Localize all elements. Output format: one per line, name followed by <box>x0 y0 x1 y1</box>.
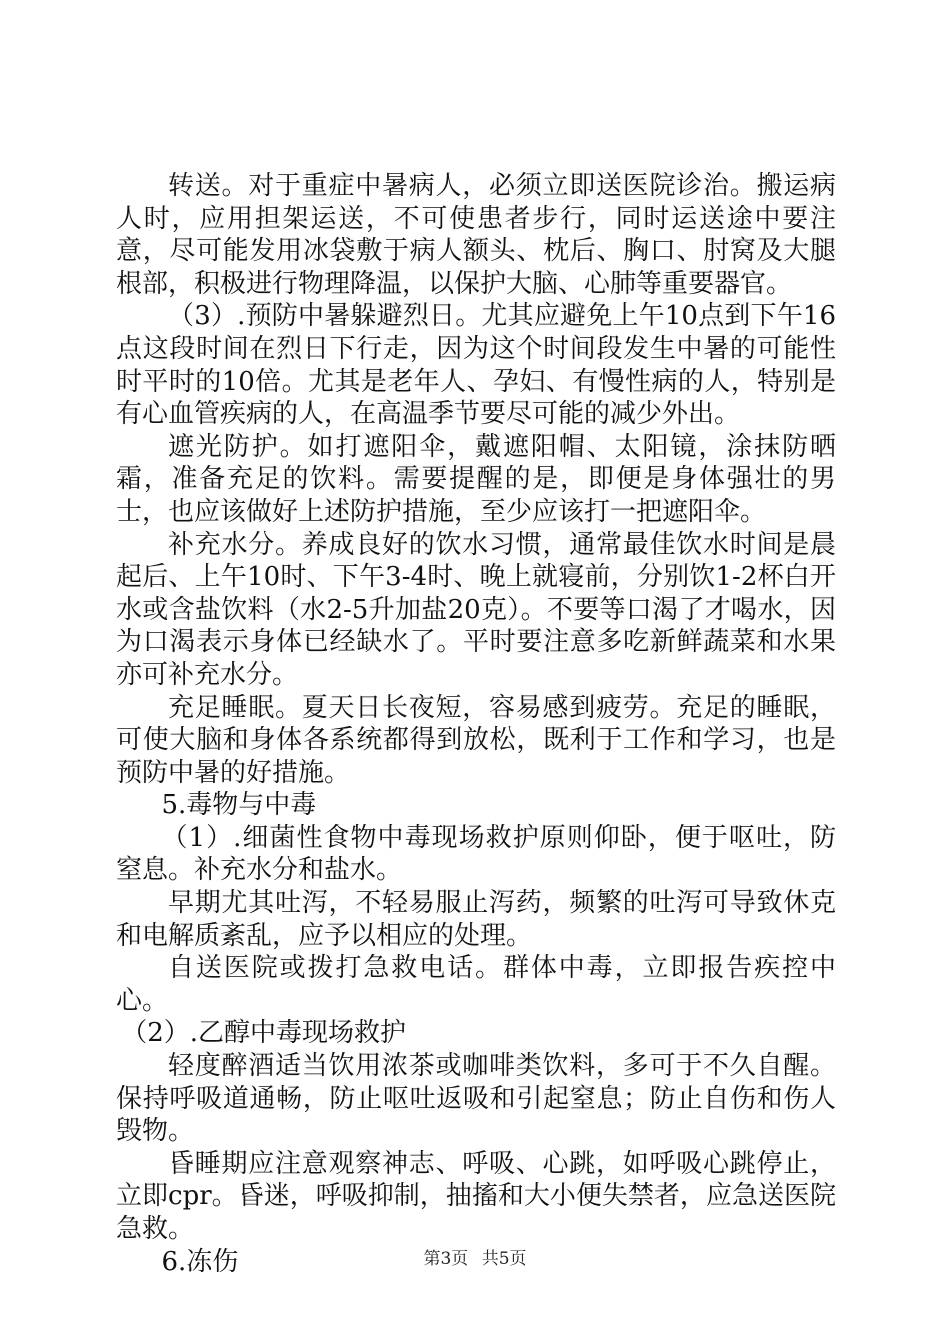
page-total: 共5页 <box>481 1249 527 1269</box>
heading-alcohol-poisoning: （2）.乙醇中毒现场救护 <box>121 1018 406 1049</box>
paragraph-prevent-heatstroke: （3）.预防中暑躲避烈日。尤其应避免上午10点到下午16点这段时间在烈日下行走，因为这个时间段发生中暑的可能性时平时的10倍。尤其是老年人、孕妇、有慢性病的人，特别是有心血管疾病的人，在高温季节要尽可能的减少外出。 <box>116 301 836 430</box>
heading-poisoning: 5.毒物与中毒 <box>161 790 317 821</box>
paragraph-transport: 转送。对于重症中暑病人，必须立即送医院诊治。搬运病人时，应用担架运送，不可使患者步行，同时运送途中要注意，尽可能发用冰袋敷于病人额头、枕后、胸口、肘窝及大腿根部，积极进行物理降温，以保护大脑、心肺等重要器官。 <box>116 171 836 299</box>
document-body <box>116 170 836 1278</box>
page-number: 第3页 <box>423 1249 469 1269</box>
heading-frostbite: 6.冻伤 <box>161 1246 239 1277</box>
paragraph-hospital: 自送医院或拨打急救电话。群体中毒，立即报告疾控中心。 <box>116 953 836 1016</box>
paragraph-food-poisoning: （1）.细菌性食物中毒现场救护原则仰卧，便于呕吐，防窒息。补充水分和盐水。 <box>116 822 836 886</box>
paragraph-mild-drunk: 轻度醉酒适当饮用浓茶或咖啡类饮料，多可于不久自醒。保持呼吸道通畅，防止呕吐返吸和引起窒息；防止自伤和伤人毁物。 <box>116 1051 836 1147</box>
paragraph-coma: 昏睡期应注意观察神志、呼吸、心跳，如呼吸心跳停止，立即cpr。昏迷，呼吸抑制，抽搐和大小便失禁者，应急送医院急救。 <box>116 1148 836 1244</box>
paragraph-sleep: 充足睡眠。夏天日长夜短，容易感到疲劳。充足的睡眠，可使大脑和身体各系统都得到放松，既利于工作和学习，也是预防中暑的好措施。 <box>116 692 836 788</box>
paragraph-sun-protection: 遮光防护。如打遮阳伞，戴遮阳帽、太阳镜，涂抹防晒霜，准备充足的饮料。需要提醒的是，即便是身体强壮的男士，也应该做好上述防护措施，至少应该打一把遮阳伞。 <box>116 431 836 527</box>
page-footer <box>0 1244 950 1269</box>
paragraph-vomiting: 早期尤其吐泻，不轻易服止泻药，频繁的吐泻可导致休克和电解质紊乱，应予以相应的处理。 <box>116 888 836 951</box>
paragraph-hydration: 补充水分。养成良好的饮水习惯，通常最佳饮水时间是晨起后、上午10时、下午3-4时、晚上就寝前，分别饮1-2杯白开水或含盐饮料（水2-5升加盐20克）。不要等口渴了才喝水，因为口渴表示身体已经缺水了。平时要注意多吃新鲜蔬菜和水果亦可补充水分。 <box>116 529 836 690</box>
